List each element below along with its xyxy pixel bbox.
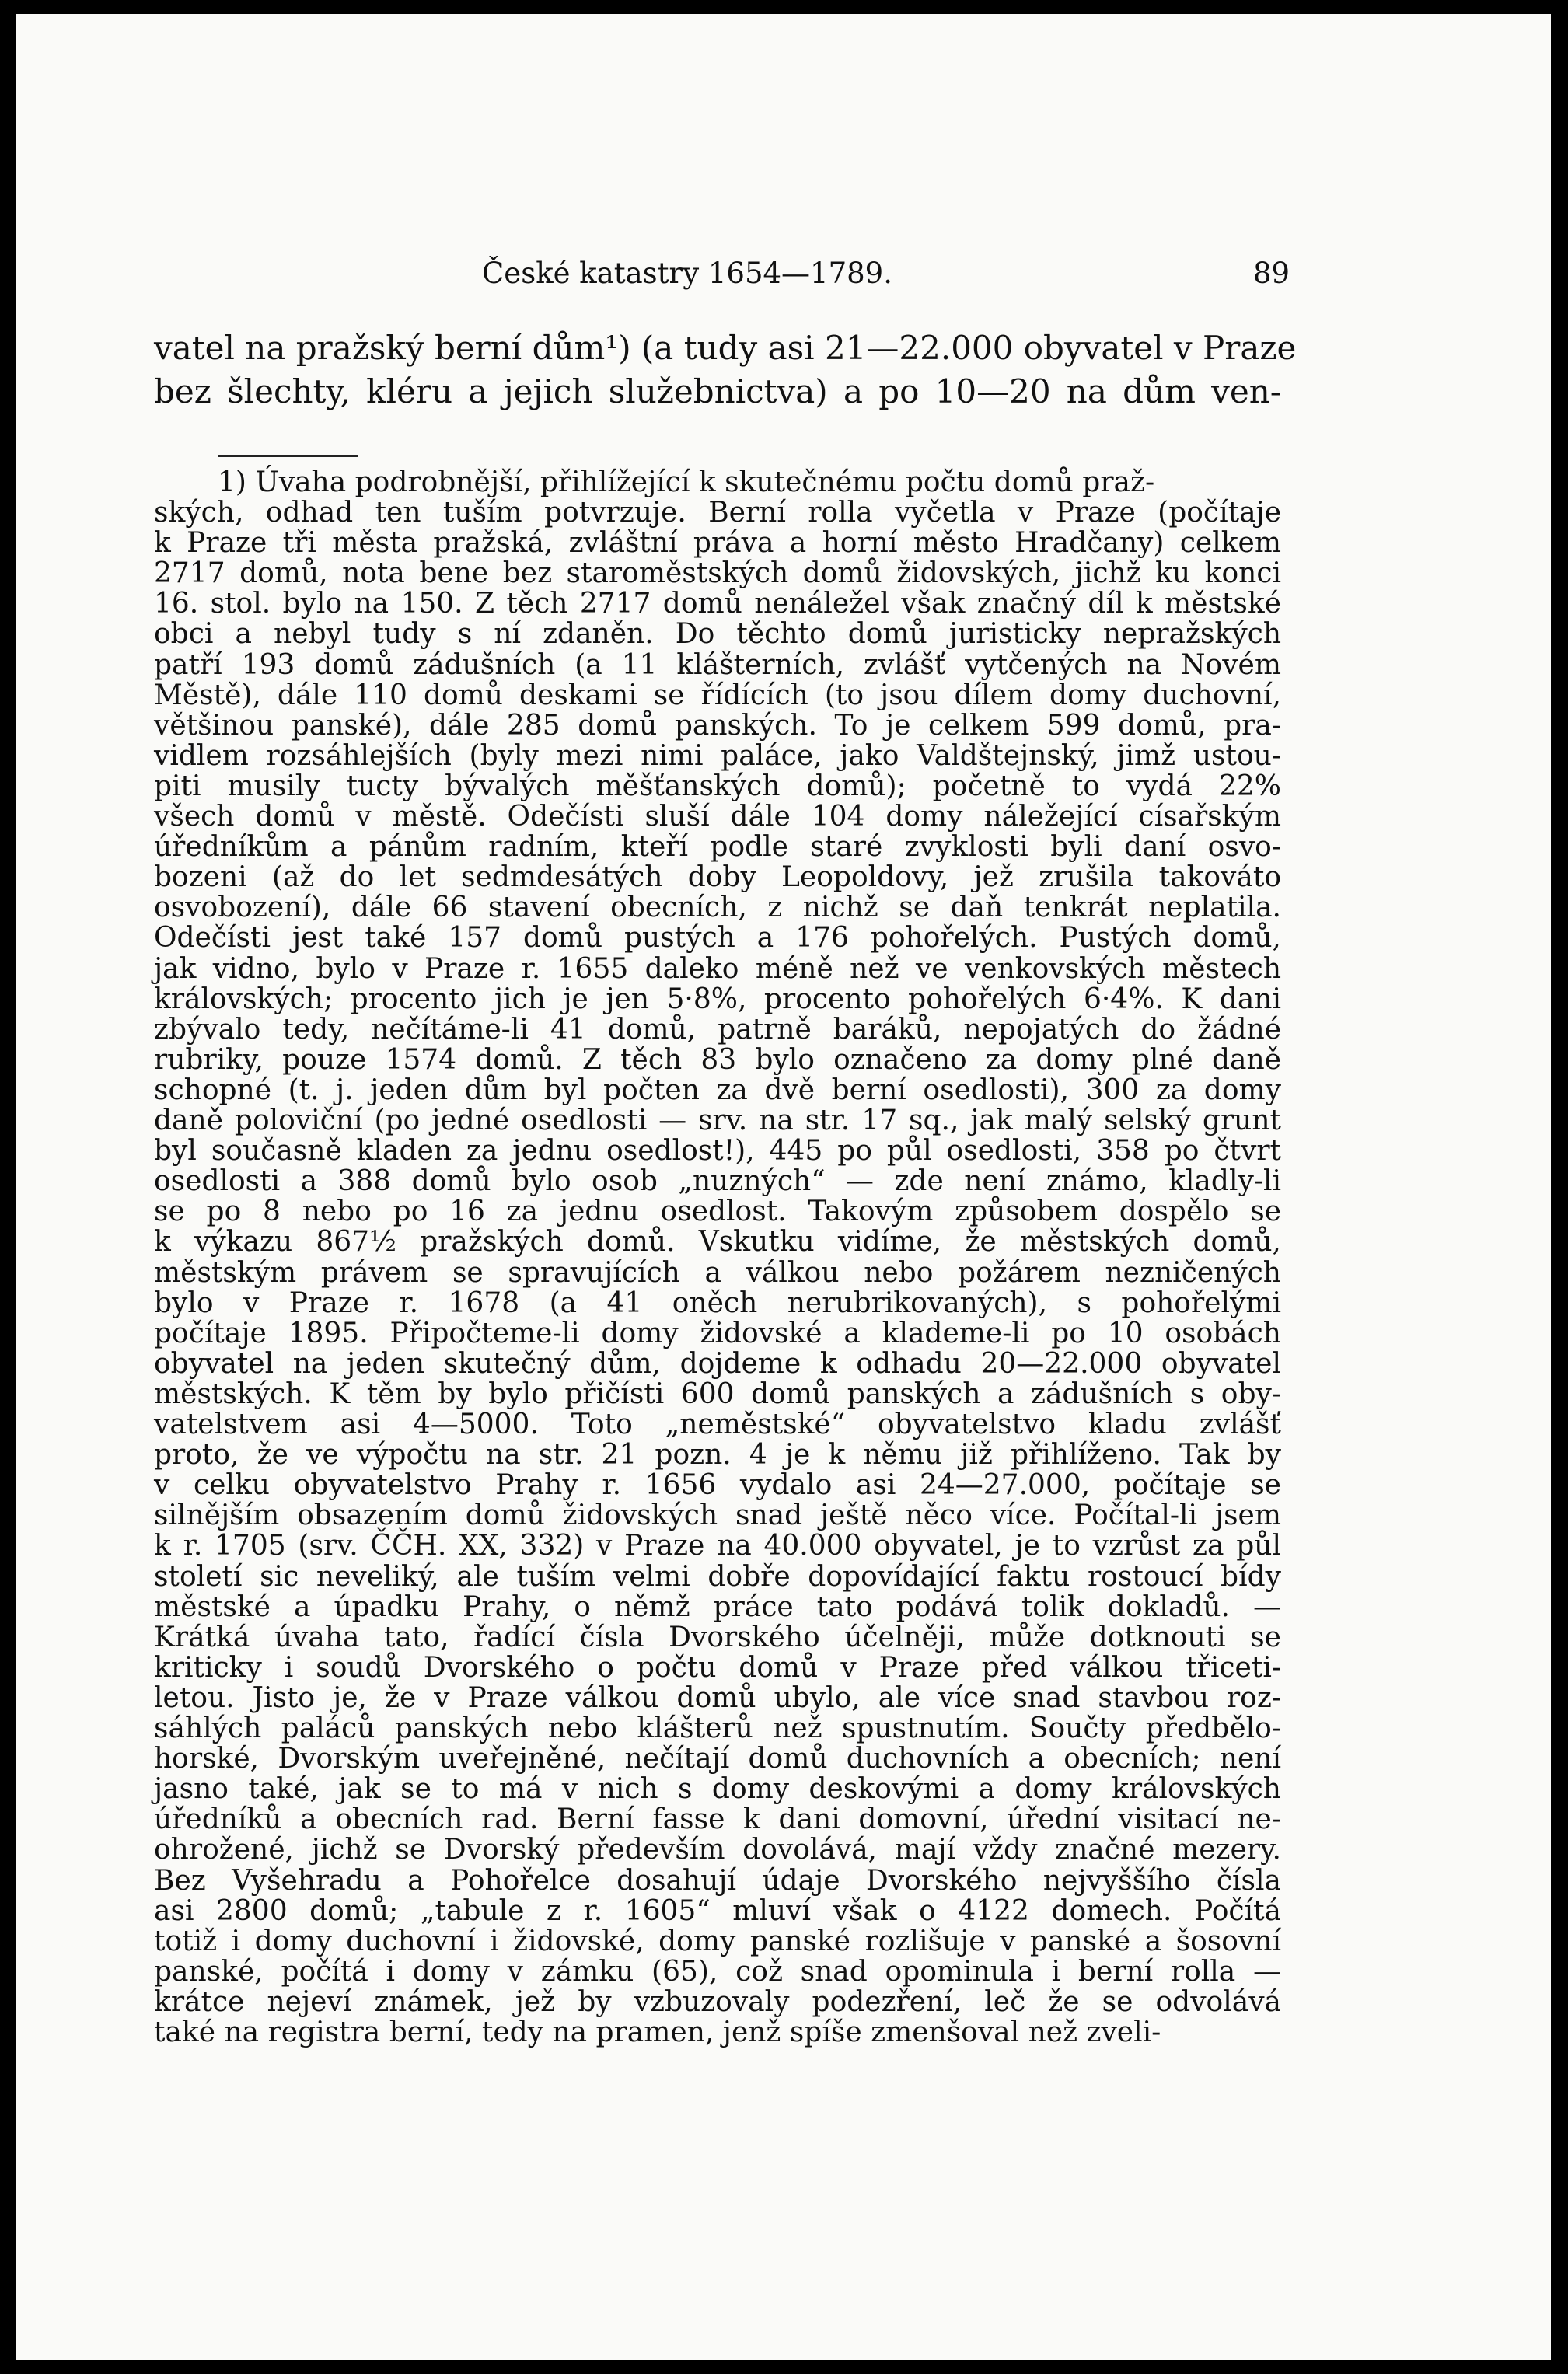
footnote-line: městským právem se spravujících a válkou nebo požárem nezničených [154, 1257, 1281, 1289]
running-title: České katastry 1654—1789. [482, 257, 892, 290]
footnote-line: byl současně kladen za jednu osedlost!), 445 po půl osedlosti, 358 po čtvrt [154, 1135, 1281, 1167]
footnote-line: k r. 1705 (srv. ČČH. XX, 332) v Praze na 40.000 obyvatel, je to vzrůst za půl [154, 1530, 1281, 1562]
footnote-line: rubriky, pouze 1574 domů. Z těch 83 bylo označeno za domy plné daně [154, 1044, 1281, 1076]
footnote-line: piti musily tucty bývalých měšťanských domů); početně to vydá 22% [154, 770, 1281, 802]
footnote-line: daně poloviční (po jedné osedlosti — srv. na str. 17 sq., jak malý selský grunt [154, 1105, 1281, 1136]
footnote-marker: 1) [218, 466, 246, 498]
footnote-line: osvobození), dále 66 stavení obecních, z nichž se daň tenkrát neplatila. [154, 892, 1281, 923]
footnote-line: kriticky i soudů Dvorského o počtu domů v Praze před válkou třiceti- [154, 1652, 1281, 1684]
footnote-line: obci a nebyl tudy s ní zdaněn. Do těchto domů juristicky nepražských [154, 618, 1281, 650]
footnote-line: městské a úpadku Prahy, o němž práce tato podává tolik dokladů. — [154, 1591, 1281, 1623]
footnote-line: ských, odhad ten tuším potvrzuje. Berní rolla vyčetla v Praze (počítaje [154, 497, 1281, 529]
footnote-line: obyvatel na jeden skutečný dům, dojdeme k odhadu 20—22.000 obyvatel [154, 1348, 1281, 1380]
page-header [16, 257, 1551, 297]
footnote-line: také na registra berní, tedy na pramen, jenž spíše zmenšoval než zveli- [154, 2016, 1161, 2048]
footnote-line: horské, Dvorským uveřejněné, nečítají domů duchovních a obecních; není [154, 1743, 1281, 1775]
body-line: bez šlechty, kléru a jejich služebnictva) a po 10—20 na dům ven- [154, 372, 1281, 410]
footnote-line: městských. K těm by bylo přičísti 600 domů panských a zádušních s oby- [154, 1378, 1281, 1410]
footnote-line: asi 2800 domů; „tabule z r. 1605“ mluví však o 4122 domech. Počítá [154, 1895, 1281, 1927]
footnote-line: století sic neveliký, ale tuším velmi dobře dopovídající faktu rostoucí bídy [154, 1561, 1281, 1593]
footnote-line: osedlosti a 388 domů bylo osob „nuzných“ — zde není známo, kladly-li [154, 1165, 1281, 1197]
footnote-line: panské, počítá i domy v zámku (65), což snad opominula i berní rolla — [154, 1956, 1281, 1988]
footnote-line: Městě), dále 110 domů deskami se řídících (to jsou dílem domy duchovní, [154, 679, 1281, 711]
footnote-line: úředníků a obecních rad. Berní fasse k dani domovní, úřední visitací ne- [154, 1803, 1281, 1835]
footnote-line: vatelstvem asi 4—5000. Toto „neměstské“ obyvatelstvo kladu zvlášť [154, 1409, 1281, 1440]
footnote-line: k Praze tři města pražská, zvláštní práva a horní město Hradčany) celkem [154, 527, 1281, 559]
body-line: vatel na pražský berní dům¹) (a tudy asi 21—22.000 obyvatel v Praze [154, 329, 1297, 367]
footnote-line: jasno také, jak se to má v nich s domy deskovými a domy královských [154, 1773, 1281, 1805]
footnote-line: 16. stol. bylo na 150. Z těch 2717 domů nenáležel však značný díl k městské [154, 588, 1281, 620]
footnote-line: patří 193 domů zádušních (a 11 klášterních, zvlášť vytčených na Novém [154, 649, 1281, 681]
footnote-line: Odečísti jest také 157 domů pustých a 176 pohořelých. Pustých domů, [154, 922, 1281, 954]
footnote-line: totiž i domy duchovní i židovské, domy panské rozlišuje v panské a šosovní [154, 1925, 1281, 1957]
footnote-line: Bez Vyšehradu a Pohořelce dosahují údaje Dvorského nejvyššího čísla [154, 1865, 1281, 1897]
footnote-line: 2717 domů, nota bene bez staroměstských domů židovských, jichž ku konci [154, 557, 1281, 589]
footnote-line: zbývalo tedy, nečítáme-li 41 domů, patrně baráků, nepojatých do žádné [154, 1014, 1281, 1046]
footnote-first-line-text: Úvaha podrobnější, přihlížející k skutečnému počtu domů praž- [255, 466, 1155, 498]
footnote-line: vidlem rozsáhlejších (byly mezi nimi paláce, jako Valdštejnský, jimž ustou- [154, 740, 1281, 772]
footnote-line: královských; procento jich je jen 5·8%, procento pohořelých 6·4%. K dani [154, 983, 1281, 1015]
footnote-first-line [218, 466, 1281, 498]
footnote-line: Krátká úvaha tato, řadící čísla Dvorského účelněji, může dotknouti se [154, 1622, 1281, 1653]
footnote-line: letou. Jisto je, že v Praze válkou domů ubylo, ale více snad stavbou roz- [154, 1682, 1281, 1714]
footnote-line: počítaje 1895. Připočteme-li domy židovské a klademe-li po 10 osobách [154, 1318, 1281, 1349]
footnote-line: bozeni (až do let sedmdesátých doby Leopoldovy, jež zrušila takováto [154, 861, 1281, 893]
footnote-line: všech domů v městě. Odečísti sluší dále 104 domy náležející císařským [154, 801, 1281, 833]
footnote-line: proto, že ve výpočtu na str. 21 pozn. 4 je k němu již přihlíženo. Tak by [154, 1439, 1281, 1471]
footnote-line: bylo v Praze r. 1678 (a 41 oněch nerubrikovaných), s pohořelými [154, 1287, 1281, 1319]
footnote-line: v celku obyvatelstvo Prahy r. 1656 vydalo asi 24—27.000, počítaje se [154, 1469, 1281, 1501]
footnote-line: úředníkům a pánům radním, kteří podle staré zvyklosti byli daní osvo- [154, 831, 1281, 863]
footnote-line: krátce nejeví známek, jež by vzbuzovaly podezření, leč že se odvolává [154, 1986, 1281, 2018]
scanned-page [16, 14, 1551, 2360]
footnote-line: sáhlých paláců panských nebo klášterů než spustnutím. Součty předbělo- [154, 1712, 1281, 1744]
footnote-line: schopné (t. j. jeden dům byl počten za dvě berní osedlosti), 300 za domy [154, 1074, 1281, 1106]
footnote-separator [218, 455, 358, 457]
footnote-line: jak vidno, bylo v Praze r. 1655 daleko méně než ve venkovských městech [154, 953, 1281, 985]
footnote-line: silnějším obsazením domů židovských snad ještě něco více. Počítal-li jsem [154, 1499, 1281, 1531]
footnote-line: se po 8 nebo po 16 za jednu osedlost. Takovým způsobem dospělo se [154, 1196, 1281, 1227]
footnote-line: většinou panské), dále 285 domů panských. To je celkem 599 domů, pra- [154, 710, 1281, 742]
footnote-line: ohrožené, jichž se Dvorský především dovolává, mají vždy značné mezery. [154, 1834, 1281, 1866]
page-number: 89 [1253, 257, 1290, 290]
footnote-line: k výkazu 867½ pražských domů. Vskutku vidíme, že městských domů, [154, 1226, 1281, 1258]
